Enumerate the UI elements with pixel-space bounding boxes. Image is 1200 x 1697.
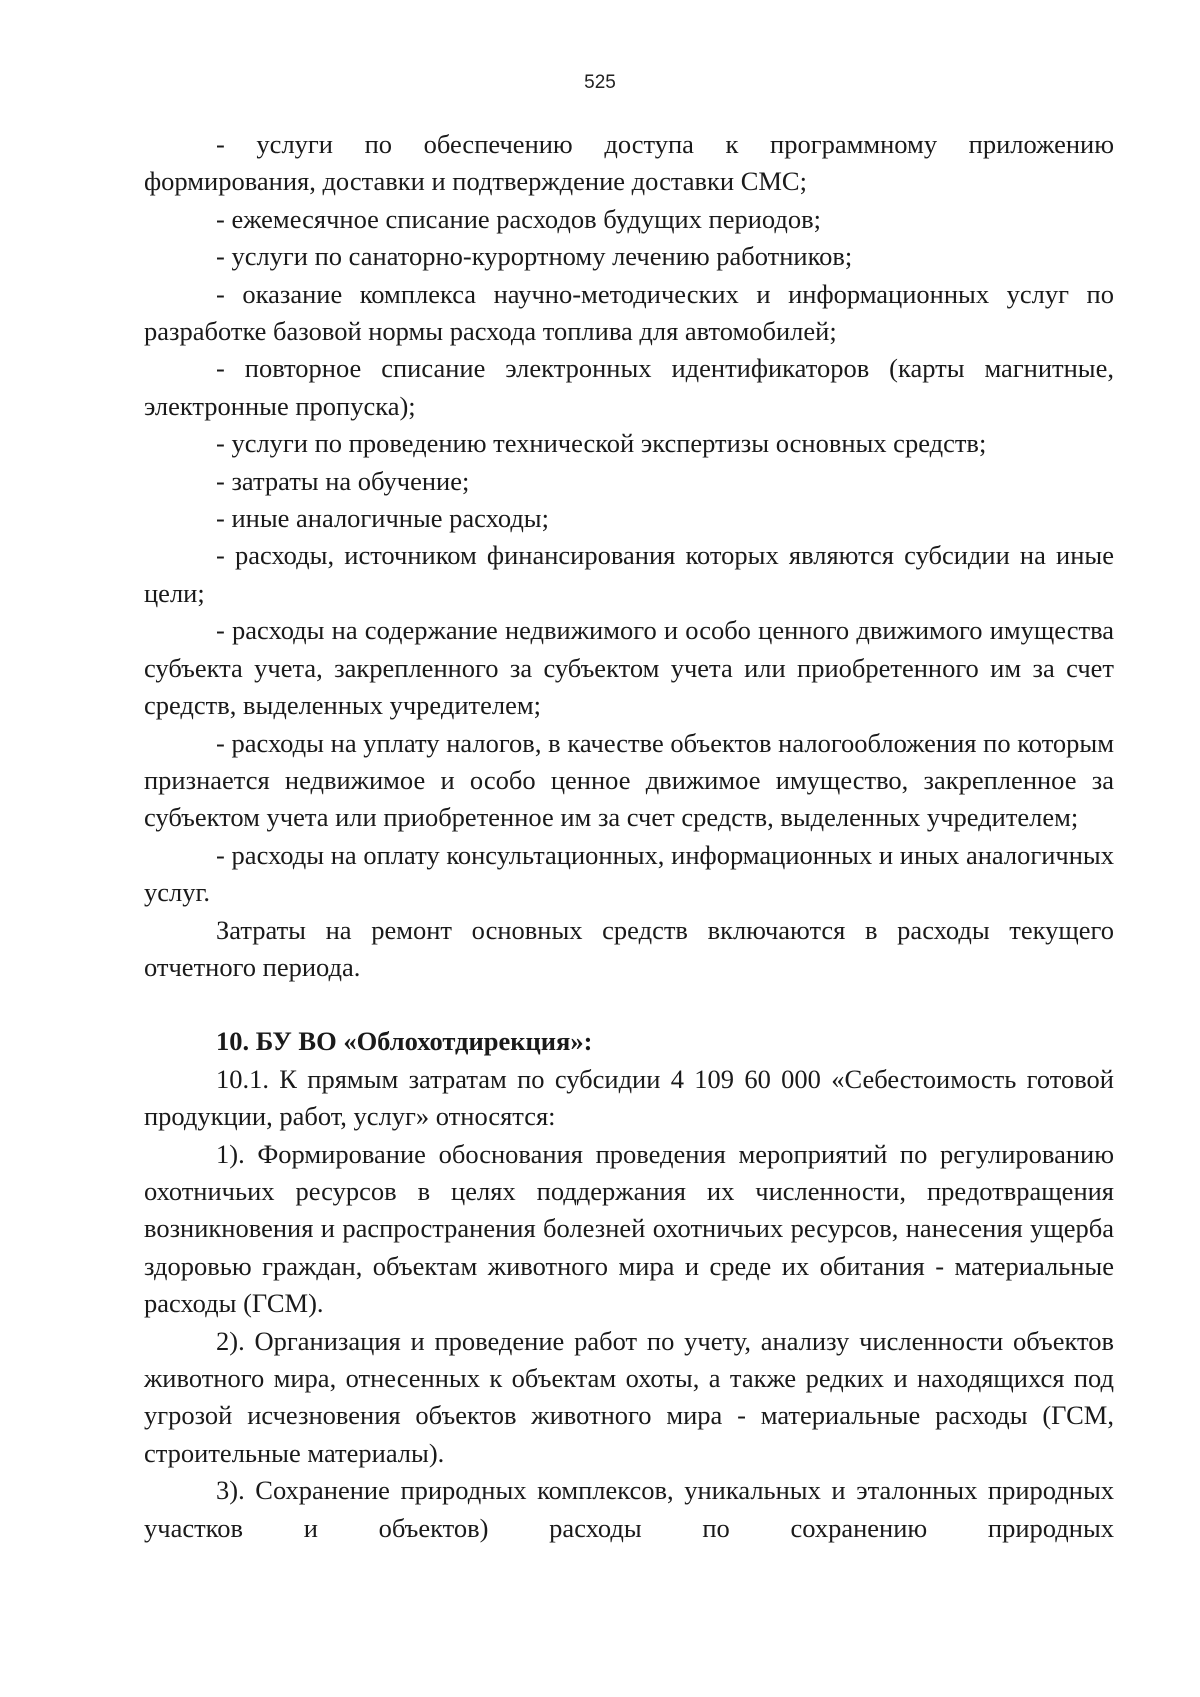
body-paragraph: Затраты на ремонт основных средств включаются в расходы текущего отчетного периода.: [144, 914, 1114, 982]
list-item: - ежемесячное списание расходов будущих периодов;: [216, 203, 822, 234]
list-item: - услуги по санаторно-курортному лечению работников;: [216, 241, 853, 272]
list-item: - услуги по обеспечению доступа к программному приложению формирования, доставки и подтверждение доставки СМС;: [144, 129, 1114, 197]
list-item: - оказание комплекса научно-методических и информационных услуг по разработке базовой нормы расхода топлива для автомобилей;: [144, 278, 1114, 347]
list-item: - расходы, источником финансирования которых являются субсидии на иные цели;: [144, 540, 1114, 608]
list-item: - затраты на обучение;: [216, 465, 470, 496]
document-body: [144, 126, 1114, 1547]
section-heading: 10. БУ ВО «Облохотдирекция»:: [216, 1026, 593, 1057]
section-paragraph: 2). Организация и проведение работ по учету, анализу численности объектов животного мира, отнесенных к объектам охоты, а также редких и находящихся под угрозой исчезновения объектов животного мира - материальные расходы (ГСМ, строительные материалы).: [144, 1325, 1114, 1468]
list-item: - услуги по проведению технической экспертизы основных средств;: [216, 428, 987, 459]
list-item: - иные аналогичные расходы;: [216, 503, 549, 534]
list-item: - повторное списание электронных идентификаторов (карты магнитные, электронные пропуска);: [144, 353, 1114, 421]
page-number: 525: [584, 72, 616, 93]
section-paragraph: 3). Сохранение природных комплексов, уникальных и эталонных природных участков и объектов) расходы по сохранению природных: [144, 1475, 1114, 1543]
section-paragraph: 10.1. К прямым затратам по субсидии 4 109 60 000 «Себестоимость готовой продукции, работ, услуг» относятся:: [144, 1063, 1114, 1132]
list-item: - расходы на оплату консультационных, информационных и иных аналогичных услуг.: [144, 839, 1114, 908]
section-paragraph: 1). Формирование обоснования проведения мероприятий по регулированию охотничьих ресурсов в целях поддержания их численности, предотвращения возникновения и распространения болезней охотничьих ресурсов, нанесения ущерба здоровью граждан, объектам животного мира и среде их обитания - материальные расходы (ГСМ).: [144, 1138, 1114, 1319]
list-item: - расходы на содержание недвижимого и особо ценного движимого имущества субъекта учета, закрепленного за субъектом учета или приобретенного им за счет средств, выделенных учредителем;: [144, 615, 1114, 721]
list-item: - расходы на уплату налогов, в качестве объектов налогообложения по которым признается недвижимое и особо ценное движимое имущество, закрепленное за субъектом учета или приобретенное им за счет средств, выделенных учредителем;: [144, 727, 1114, 833]
